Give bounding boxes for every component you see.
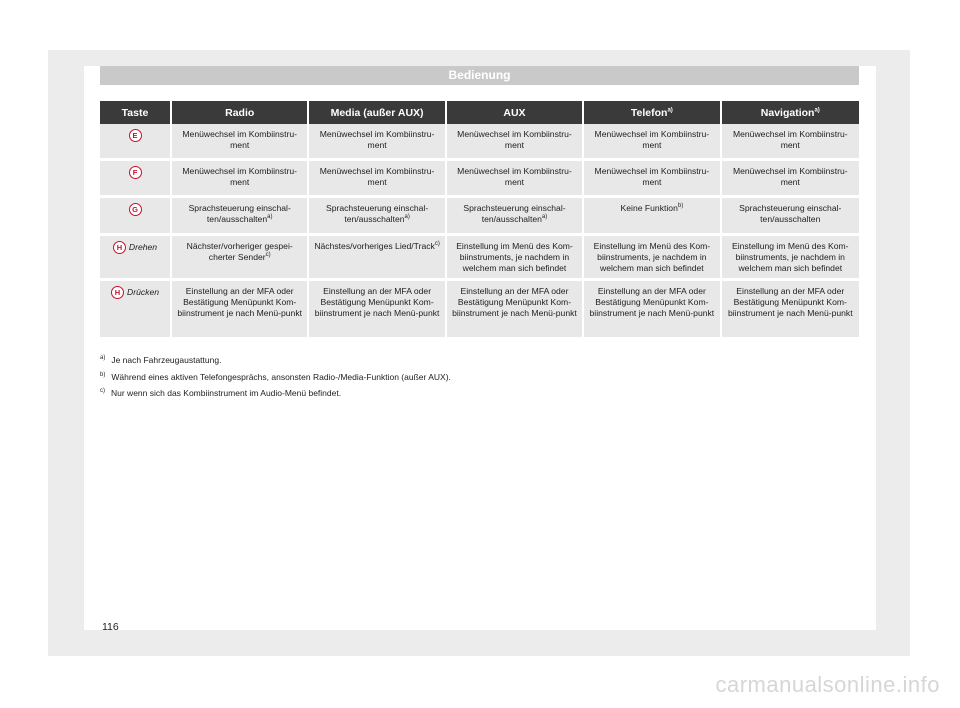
column-header: AUX [447,101,584,124]
key-cell [100,161,172,198]
table-cell: Einstellung an der MFA oder Bestätigung Menüpunkt Kom-biinstrument je nach Menü-punkt [172,281,309,340]
key-action-label: Drücken [127,287,159,297]
table-cell: Nächster/vorheriger gespei-cherter Sender$^{c)}$ [172,236,309,281]
footnotes [100,352,800,402]
table-cell: Sprachsteuerung einschal-ten/ausschalten$^{a)}$ [172,198,309,236]
footnote: $^{c)}$ Nur wenn sich das Kombiinstrument im Audio-Menü befindet. [100,388,342,398]
key-cell [100,281,172,340]
column-header: Telefon$^{a)}$ [584,101,721,124]
section-banner: Bedienung [100,66,859,85]
table-row [100,124,859,161]
table-cell: Keine Funktion$^{b)}$ [584,198,721,236]
table-cell: Einstellung im Menü des Kom-biinstruments, je nachdem in welchem man sich befindet [584,236,721,281]
table-cell: Menüwechsel im Kombiinstru-ment [722,124,859,161]
controls-table [100,101,859,340]
table-row [100,198,859,236]
key-badge-icon: H [113,241,126,254]
table-header-row [100,101,859,124]
footnote: $^{b)}$ Während eines aktiven Telefongesprächs, ansonsten Radio-/Media-Funktion (außer AUX). [100,371,451,382]
table-cell: Nächstes/vorheriges Lied/Track$^{c)}$ [309,236,446,281]
table-row [100,281,859,340]
table-cell: Einstellung im Menü des Kom-biinstruments, je nachdem in welchem man sich befindet [447,236,584,281]
key-action-label: Drehen [128,242,158,252]
table-cell: Menüwechsel im Kombiinstru-ment [447,161,584,198]
table-cell: Einstellung an der MFA oder Bestätigung Menüpunkt Kom-biinstrument je nach Menü-punkt [722,281,859,340]
key-badge-icon: G [129,203,142,216]
table-cell: Einstellung im Menü des Kom-biinstruments, je nachdem in welchem man sich befindet [722,236,859,281]
table-cell: Menüwechsel im Kombiinstru-ment [722,161,859,198]
table-cell: Sprachsteuerung einschal-ten/ausschalten$^{a)}$ [447,198,584,236]
table-cell: Menüwechsel im Kombiinstru-ment [172,161,309,198]
key-cell [100,124,172,161]
key-badge-icon: E [129,129,142,142]
key-badge-icon: H [111,286,124,299]
key-badge-icon: F [129,166,142,179]
key-cell [100,198,172,236]
table-cell: Menüwechsel im Kombiinstru-ment [447,124,584,161]
column-header: Media (außer AUX) [309,101,446,124]
page-number: 116 [102,621,119,633]
table-row [100,236,859,281]
key-cell [100,236,172,281]
table-cell: Einstellung an der MFA oder Bestätigung Menüpunkt Kom-biinstrument je nach Menü-punkt [447,281,584,340]
column-header: Taste [100,101,172,124]
column-header: Navigation$^{a)}$ [722,101,859,124]
table-cell: Menüwechsel im Kombiinstru-ment [172,124,309,161]
watermark: carmanualsonline.info [715,672,940,697]
table-cell: Menüwechsel im Kombiinstru-ment [584,124,721,161]
table-cell: Menüwechsel im Kombiinstru-ment [309,161,446,198]
column-header: Radio [172,101,309,124]
footnote: $^{a)}$ Je nach Fahrzeugaustattung. [100,355,222,365]
table-cell: Sprachsteuerung einschal-ten/ausschalten$^{a)}$ [309,198,446,236]
table-row [100,161,859,198]
table-cell: Menüwechsel im Kombiinstru-ment [584,161,721,198]
table-cell: Sprachsteuerung einschal-ten/ausschalten [722,198,859,236]
table-cell: Menüwechsel im Kombiinstru-ment [309,124,446,161]
table-cell: Einstellung an der MFA oder Bestätigung Menüpunkt Kom-biinstrument je nach Menü-punkt [584,281,721,340]
table-cell: Einstellung an der MFA oder Bestätigung Menüpunkt Kom-biinstrument je nach Menü-punkt [309,281,446,340]
